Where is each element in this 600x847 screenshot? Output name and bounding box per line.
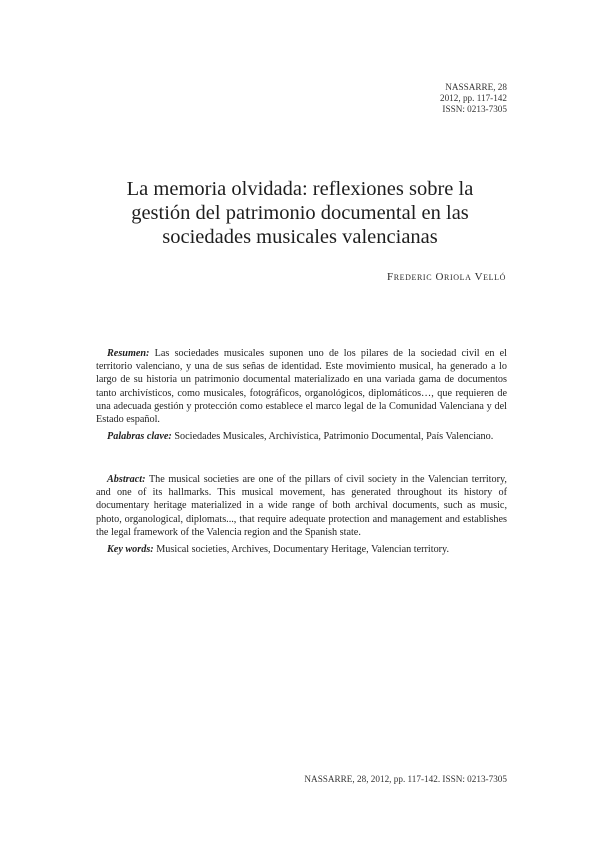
palabras-clave-paragraph bbox=[96, 430, 507, 443]
abstract-text: The musical societies are one of the pillars of civil society in the Valencian territory, and one of its hallmarks. This musical movement, has generated throughout its history of documentary heritage materialized in a wide range of both archival documents, such as music, photo, organological, diplomats..., that require adequate protection and management and establishes the legal framework of the Valencia region and the Spanish state. bbox=[96, 474, 507, 538]
journal-reference-footer: NASSARRE, 28, 2012, pp. 117-142. ISSN: 0213-7305 bbox=[304, 774, 507, 784]
abstract-paragraph bbox=[96, 473, 507, 539]
key-words-paragraph bbox=[96, 543, 507, 556]
abstract-label: Abstract: bbox=[107, 474, 146, 485]
palabras-clave-label: Palabras clave: bbox=[107, 431, 172, 443]
resumen-paragraph bbox=[96, 347, 507, 426]
palabras-clave-text: Sociedades Musicales, Archivística, Patrimonio Documental, País Valenciano. bbox=[174, 431, 494, 443]
resumen-label: Resumen: bbox=[107, 348, 150, 359]
article-title-line-2: gestión del patrimonio documental en las bbox=[131, 202, 469, 224]
key-words-label: Key words: bbox=[107, 544, 154, 556]
article-author: Frederic Oriola Velló bbox=[386, 271, 506, 283]
key-words-text: Musical societies, Archives, Documentary Heritage, Valencian territory. bbox=[156, 544, 450, 556]
article-title bbox=[60, 177, 540, 249]
article-title-line-3: sociedades musicales valencianas bbox=[162, 226, 438, 248]
journal-year-pages: 2012, pp. 117-142 bbox=[439, 93, 507, 103]
journal-issn: ISSN: 0213-7305 bbox=[442, 104, 507, 114]
article-title-line-1: La memoria olvidada: reflexiones sobre la bbox=[126, 178, 474, 200]
resumen-section bbox=[96, 347, 507, 443]
abstract-section bbox=[96, 473, 507, 556]
journal-reference-header bbox=[440, 82, 507, 115]
journal-name-issue: NASSARRE, 28 bbox=[445, 82, 507, 92]
resumen-text: Las sociedades musicales suponen uno de los pilares de la sociedad civil en el territorio valenciano, y una de sus señas de identidad. Este movimiento musical, ha generado a lo largo de su historia un patrimonio documental materializado en una variada gama de documentos tanto archivísticos, como musicales, fotográficos, organológicos, diplomáticos…, que requieren de una adecuada gestión y protección como establece el marco legal de la Comunidad Valenciana y del Estado español. bbox=[96, 348, 508, 426]
